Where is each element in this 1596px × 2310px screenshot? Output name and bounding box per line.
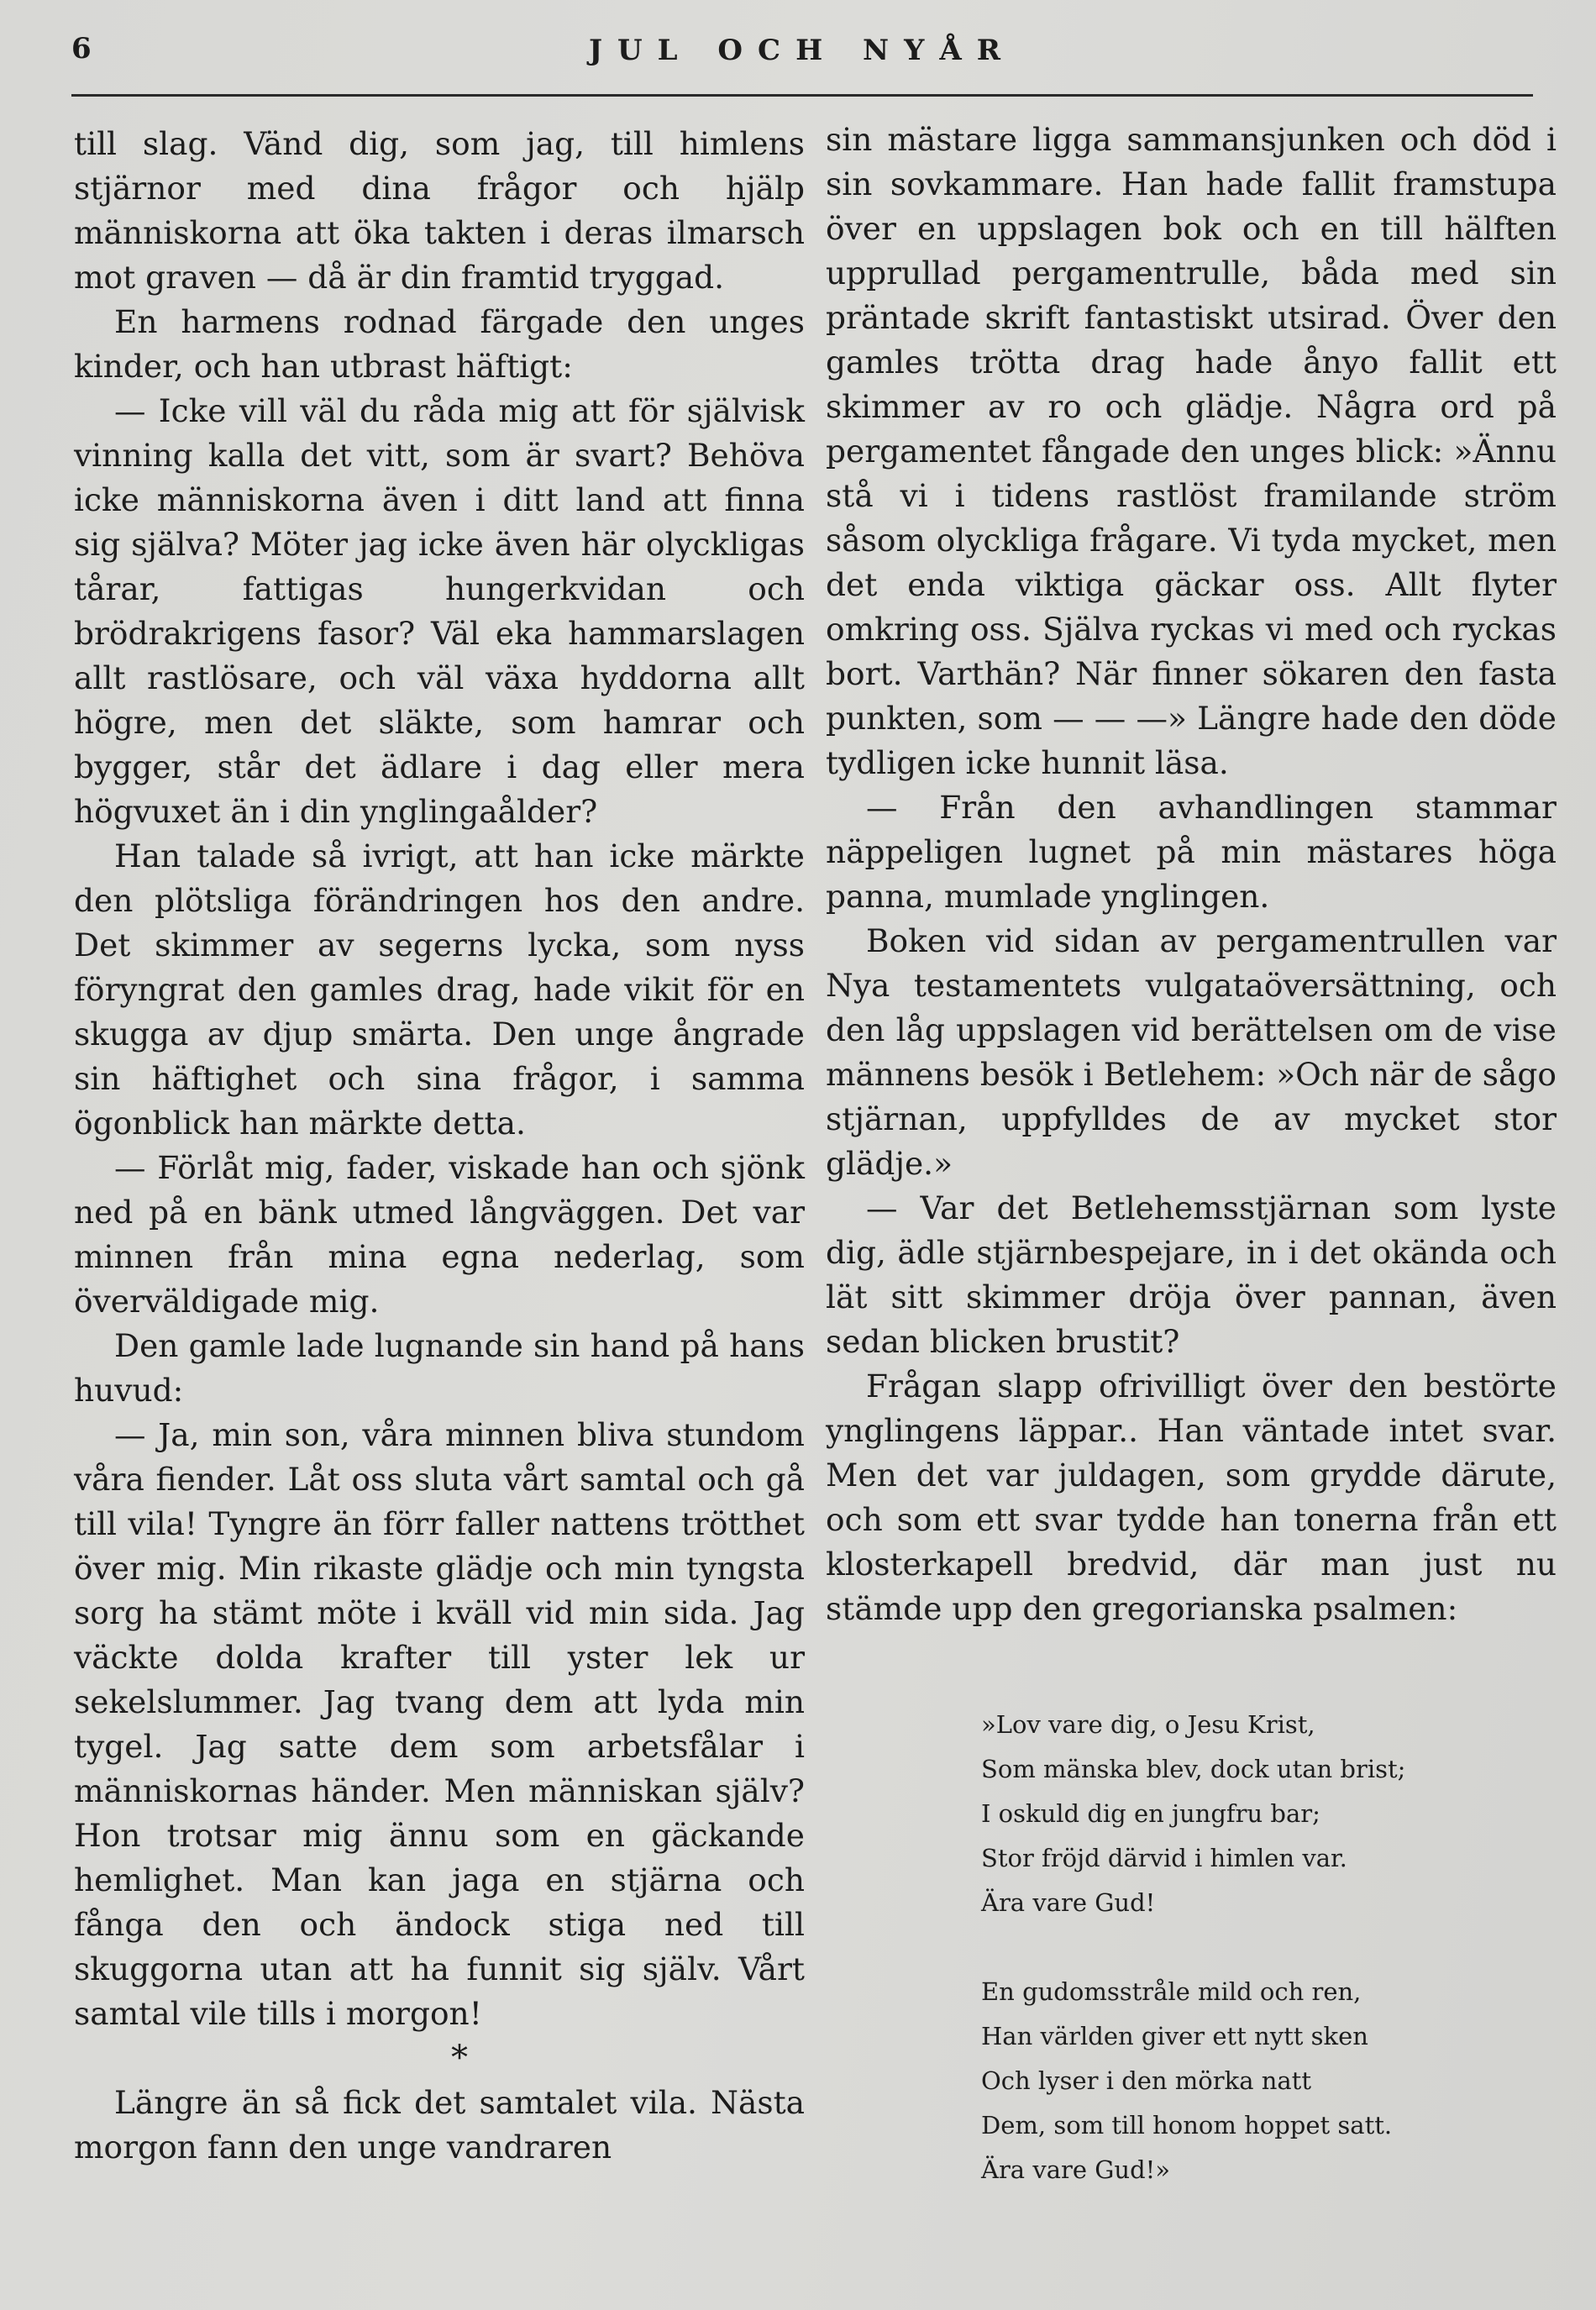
- poem-line: Dem, som till honom hoppet satt.: [981, 2111, 1393, 2139]
- poem-line: Som mänska blev, dock utan brist;: [981, 1755, 1406, 1783]
- paragraph: Den gamle lade lugnande sin hand på hans huvud:: [74, 1327, 805, 1409]
- paragraph: En harmens rodnad färgade den unges kinder, och han utbrast häftigt:: [74, 303, 805, 385]
- right-column: [826, 118, 1557, 2237]
- poem-line: I oskuld dig en jungfru bar;: [981, 1799, 1320, 1828]
- running-title: JUL OCH NYÅR: [588, 34, 1016, 67]
- paragraph: Frågan slapp ofrivilligt över den bestörte ynglingens läppar.. Han väntade intet svar. Men det var juldagen, som grydde därute, och som ett svar tydde han tonerna från ett klosterkapell bredvid, där man just nu stämde upp den gregorianska psalmen:: [826, 1368, 1557, 1627]
- section-break-asterisk: *: [451, 2039, 468, 2077]
- paragraph: — Från den avhandlingen stammar näppeligen lugnet på min mästares höga panna, mumlade ynglingen.: [826, 789, 1557, 915]
- paragraph: till slag. Vänd dig, som jag, till himlens stjärnor med dina frågor och hjälp människorna att öka takten i deras ilmarsch mot graven — då är din framtid tryggad.: [74, 125, 805, 296]
- poem-line: »Lov vare dig, o Jesu Krist,: [981, 1710, 1315, 1739]
- paragraph: Längre än så fick det samtalet vila. Nästa morgon fann den unge vandraren: [74, 2084, 805, 2166]
- paragraph: — Förlåt mig, fader, viskade han och sjönk ned på en bänk utmed långväggen. Det var minnen från mina egna nederlag, som överväldigade mig.: [74, 1149, 805, 1320]
- page-number: 6: [71, 32, 92, 66]
- page-header: [71, 29, 1533, 71]
- paragraph: sin mästare ligga sammansjunken och död i sin sovkammare. Han hade fallit framstupa över en uppslagen bok och en till hälften upprullad pergamentrulle, båda med sin präntade skrift fantastiskt utsirad. Över den gamles trötta drag hade ånyo fallit ett skimmer av ro och glädje. Några ord på pergamentet fångade den unges blick: »Ännu stå vi i tidens rastlöst framilande ström såsom olyckliga frågare. Vi tyda mycket, men det enda viktiga gäckar oss. Allt flyter omkring oss. Själva ryckas vi med och ryckas bort. Varthän? När finner sökaren den fasta punkten, som — — —» Längre hade den döde tydligen icke hunnit läsa.: [826, 121, 1557, 781]
- poem-line: Ära vare Gud!»: [981, 2155, 1171, 2184]
- poem-line: Stor fröjd därvid i himlen var.: [981, 1844, 1347, 1872]
- paragraph: — Var det Betlehemsstjärnan som lyste dig, ädle stjärnbespejare, in i det okända och lät sitt skimmer dröja över pannan, även sedan blicken brustit?: [826, 1189, 1557, 1360]
- paragraph: — Icke vill väl du råda mig att för självisk vinning kalla det vitt, som är svart? Behöva icke människorna även i ditt land att finna sig själva? Möter jag icke även här olyckligas tårar, fattigas hungerkvidan och brödrakrigens fasor? Väl eka hammarslagen allt rastlösare, och väl växa hyddorna allt högre, men det släkte, som hamrar och bygger, står det ädlare i dag eller mera högvuxet än i din ynglingaålder?: [74, 392, 805, 830]
- poem-line: Han världen giver ett nytt sken: [981, 2022, 1368, 2050]
- hymn-poem: [981, 1703, 1557, 2192]
- left-column: [74, 122, 805, 2170]
- poem-line: Och lyser i den mörka natt: [981, 2066, 1311, 2095]
- poem-line: Ära vare Gud!: [981, 1888, 1156, 1917]
- paragraph: Han talade så ivrigt, att han icke märkte den plötsliga förändringen hos den andre. Det skimmer av segerns lycka, som nyss föryngrat den gamles drag, hade vikit för en skugga av djup smärta. Den unge ångrade sin häftighet och sina frågor, i samma ögonblick han märkte detta.: [74, 837, 805, 1142]
- header-rule: [71, 94, 1533, 97]
- poem-stanza: [981, 1970, 1557, 2192]
- paragraph: — Ja, min son, våra minnen bliva stundom våra fiender. Låt oss sluta vårt samtal och gå till vila! Tyngre än förr faller nattens trötthet över mig. Min rikaste glädje och min tyngsta sorg ha stämt möte i kväll vid min sida. Jag väckte dolda krafter till yster lek ur sekelslummer. Jag tvang dem att lyda min tygel. Jag satte dem som arbetsfålar i människornas händer. Men människan själv? Hon trotsar mig ännu som en gäckande hemlighet. Man kan jaga en stjärna och fånga den och ändock stiga ned till skuggorna utan att ha funnit sig själv. Vårt samtal vile tills i morgon!: [74, 1416, 805, 2032]
- paragraph: Boken vid sidan av pergamentrullen var Nya testamentets vulgataöversättning, och den låg uppslagen vid berättelsen om de vise männens besök i Betlehem: »Och när de sågo stjärnan, uppfylldes de av mycket stor glädje.»: [826, 922, 1557, 1182]
- poem-line: En gudomsstråle mild och ren,: [981, 1977, 1362, 2006]
- poem-stanza: [981, 1703, 1557, 1925]
